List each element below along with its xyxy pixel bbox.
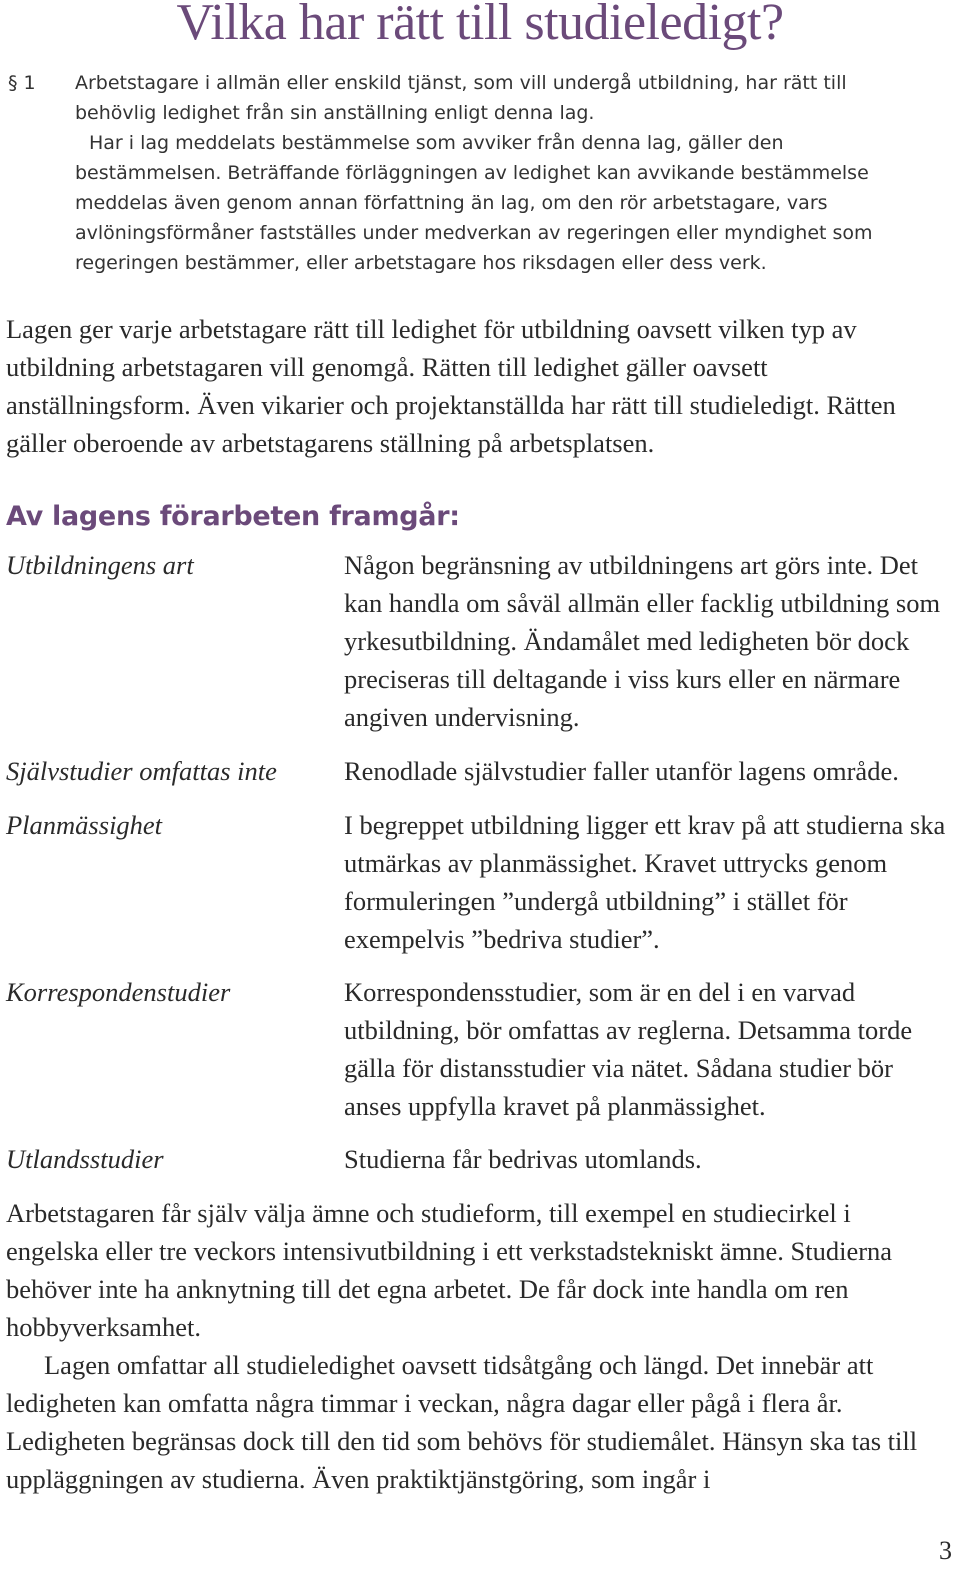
definition-text: Studierna får bedrivas utomlands. xyxy=(344,1144,702,1174)
definition-term: Korrespondenstudier xyxy=(6,977,231,1007)
section-heading: Av lagens förarbeten framgår: xyxy=(6,501,460,532)
law-text xyxy=(75,68,908,278)
definition-term: Utbildningens art xyxy=(6,550,194,580)
page-title: Vilka har rätt till studieledigt? xyxy=(176,0,784,51)
section-number: § 1 xyxy=(8,72,36,94)
definition-item xyxy=(6,1140,954,1178)
closing-paragraph-1: Arbetstagaren får själv välja ämne och studieform, till exempel en studiecirkel i engelska eller tre veckors intensivutbildning i ett verkstadstekniskt ämne. Studierna behöver inte ha anknytning till det egna arbetet. De får dock inte handla om ren hobbyverksamhet. xyxy=(6,1198,893,1342)
definition-item xyxy=(6,546,954,736)
page-number: 3 xyxy=(939,1536,952,1565)
law-paragraph-1: Arbetstagare i allmän eller enskild tjänst, som vill undergå utbildning, har rätt till behövlig ledighet från sin anställning enligt denna lag. xyxy=(75,72,847,124)
definition-text: Korrespondensstudier, som är en del i en varvad utbildning, bör omfattas av reglerna. Detsamma torde gälla för distansstudier via nätet. Sådana studier bör anses uppfylla kravet på planmässighet. xyxy=(344,977,913,1121)
definition-text: I begreppet utbildning ligger ett krav på att studierna ska utmärkas av planmässighet. Kravet uttrycks genom formuleringen ”undergå utbildning” i stället för exempelvis ”bedriva studier”. xyxy=(344,810,946,954)
law-paragraph-2: Har i lag meddelats bestämmelse som avviker från denna lag, gäller den bestämmelsen. Beträffande förläggningen av ledighet kan avvikande bestämmelse meddelas även genom annan författning än lag, om den rör arbetstagare, vars avlöningsförmåner fastställes under medverkan av regeringen eller myndighet som regeringen bestämmer, eller arbetstagare hos riksdagen eller dess verk. xyxy=(75,132,873,274)
definition-term: Utlandsstudier xyxy=(6,1144,164,1174)
definition-term: Planmässighet xyxy=(6,810,163,840)
definition-item xyxy=(6,806,954,958)
closing-text xyxy=(6,1194,950,1498)
law-section xyxy=(8,68,908,278)
definition-text: Renodlade självstudier faller utanför lagens område. xyxy=(344,756,899,786)
lead-paragraph: Lagen ger varje arbetstagare rätt till ledighet för utbildning oavsett vilken typ av utbildning arbetstagaren vill genomgå. Rätten till ledighet gäller oavsett anställningsform. Även vikarier och projektanställda har rätt till studieledigt. Rätten gäller oberoende av arbetstagarens ställning på arbetsplatsen. xyxy=(6,314,896,458)
definition-text: Någon begränsning av utbildningens art görs inte. Det kan handla om såväl allmän eller facklig utbildning som yrkesutbildning. Ändamålet med ledigheten bör dock preciseras till deltagande i viss kurs eller en närmare angiven undervisning. xyxy=(344,550,941,732)
definition-term: Självstudier omfattas inte xyxy=(6,756,277,786)
definition-item xyxy=(6,973,954,1125)
closing-paragraph-2: Lagen omfattar all studieledighet oavsett tidsåtgång och längd. Det innebär att ledigheten kan omfatta några timmar i veckan, några dagar eller pågå i flera år. Ledigheten begränsas dock till den tid som behövs för studiemålet. Hänsyn ska tas till uppläggningen av studierna. Även praktiktjänstgöring, som ingår i xyxy=(6,1350,918,1494)
definition-item xyxy=(6,752,954,790)
